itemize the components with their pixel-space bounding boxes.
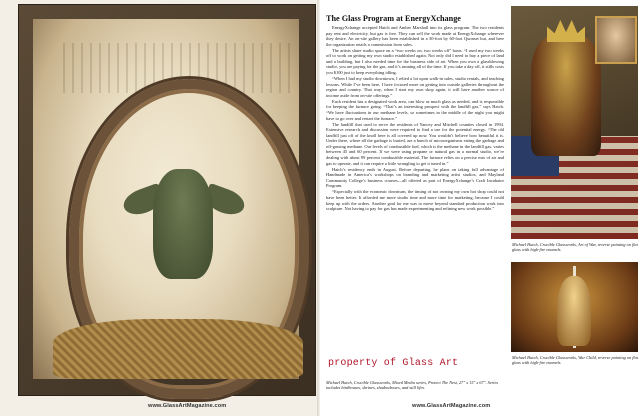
article-paragraph: Each resident has a designated work area, can blow as much glass as needed, and is responsible for keeping the furnace going. “That’s an interesting prospect with the landfill gas,” says Hatch. “We have fluctuations in our methane levels, so sometimes in the middle of the night you might have to go over and restart the furnace.” (326, 98, 504, 121)
article-headline: The Glass Program at EnergyXchange (326, 14, 461, 23)
article-paragraph: The artists share studio space on a “two weeks on, two weeks off” basis. “I used my two weeks off to work on getting my own studio established again. Not only did I need to buy a piece of land and a building, but I also needed time for the business side of art. When you own a glassblowing studio, you are paying for the gas, and it’s running all of the time. If you take a day off, it stills costs you $100 just to keep everything idling. (326, 47, 504, 75)
article (326, 14, 504, 212)
article-paragraph: EnergyXchange accepted Hatch and Amber Marshall into its glass program. The two residents pay rent and electricity, but gas is free. They can sell the work made at EnergyXchange wherever they desire. An on-site gallery has been established in a 30-foot by 60-foot Quonset hut, and here the organization retails a commission from sales. (326, 25, 504, 47)
caption-war-child: Michael Hatch, Crucible Glassworks, War Child, reverse painting on flat glass with high-fire enamels. (512, 355, 638, 366)
watermark-text: property of Glass Art (328, 358, 459, 369)
nest-base (53, 319, 303, 379)
left-page (0, 0, 318, 416)
caption-art-of-war: Michael Hatch, Crucible Glassworks, Art of War, reverse painting on flat glass with high-fire enamels. (512, 242, 638, 253)
footer-url-left: www.GlassArtMagazine.com (148, 403, 227, 409)
article-paragraph: Hatch’s residency ends in August. Before departing, he plans on taking full advantage of Handmade in America’s workshops on branding and marketing artist studios, and Mayland Community College’s business courses—all offered as part of EnergyXchange’s Craft Incubator Program. (326, 166, 504, 189)
framed-portrait (595, 16, 637, 64)
footer-url-right: www.GlassArtMagazine.com (412, 403, 491, 409)
article-paragraph: “Especially with the economic downturn, the timing of not owning my own hot shop could not have been better. It afforded me more studio time and more time for marketing, because I could keep up with the orders. Another goal for me was to move beyond standard production work into sculpture. Not having to pay for gas has made experimenting and refining new work possible.” (326, 189, 504, 212)
crown-shape (547, 20, 585, 42)
article-paragraph: “When I had my studio downtown, I relied a lot upon walk-in sales, studio rentals, and teaching lessons. While I’ve been here, I have focused more on getting into outside galleries throughout the region and country. That way, when I start my own shop again, it will have another source of income aside from on-site offerings.” (326, 76, 504, 98)
artwork-photo-protect-the-nest (18, 4, 316, 396)
caption-protect-the-nest: Michael Hatch, Crucible Glassworks, Mixed Media series, Protect The Nest, 27" x 15" x 67". Series includes birdhouses, shrines, shadowboxes, and still lifes. (326, 380, 499, 391)
painted-child-figure (557, 276, 591, 346)
article-body (326, 25, 504, 212)
artwork-photo-war-child (511, 262, 638, 352)
shadowbox-interior (33, 19, 299, 379)
painted-king-figure (531, 36, 601, 156)
artwork-photo-art-of-war (511, 6, 638, 239)
article-paragraph: The landfill that used to serve the residents of Yancey and Mitchell counties closed in 1994. Extensive research and discussion were required to find a use for the potential energy. “The old landfill just off of the knoll here is all covered up now. You wouldn’t believe how beautiful it is. Under there, where all the garbage is buried, are a bunch of microorganisms eating the garbage and off-gassing methane. Our levels of combustible fuel, which is the methane in the landfill gas, varies between 45 and 60 percent. If we were using propane or natural gas in a normal studio, we’re dealing with about 99 percent combustible material. The furnace relies on a precise mix of air and gas to operate, and it can require a little wrangling to get it tuned in.” (326, 121, 504, 166)
glass-figure (153, 169, 213, 279)
